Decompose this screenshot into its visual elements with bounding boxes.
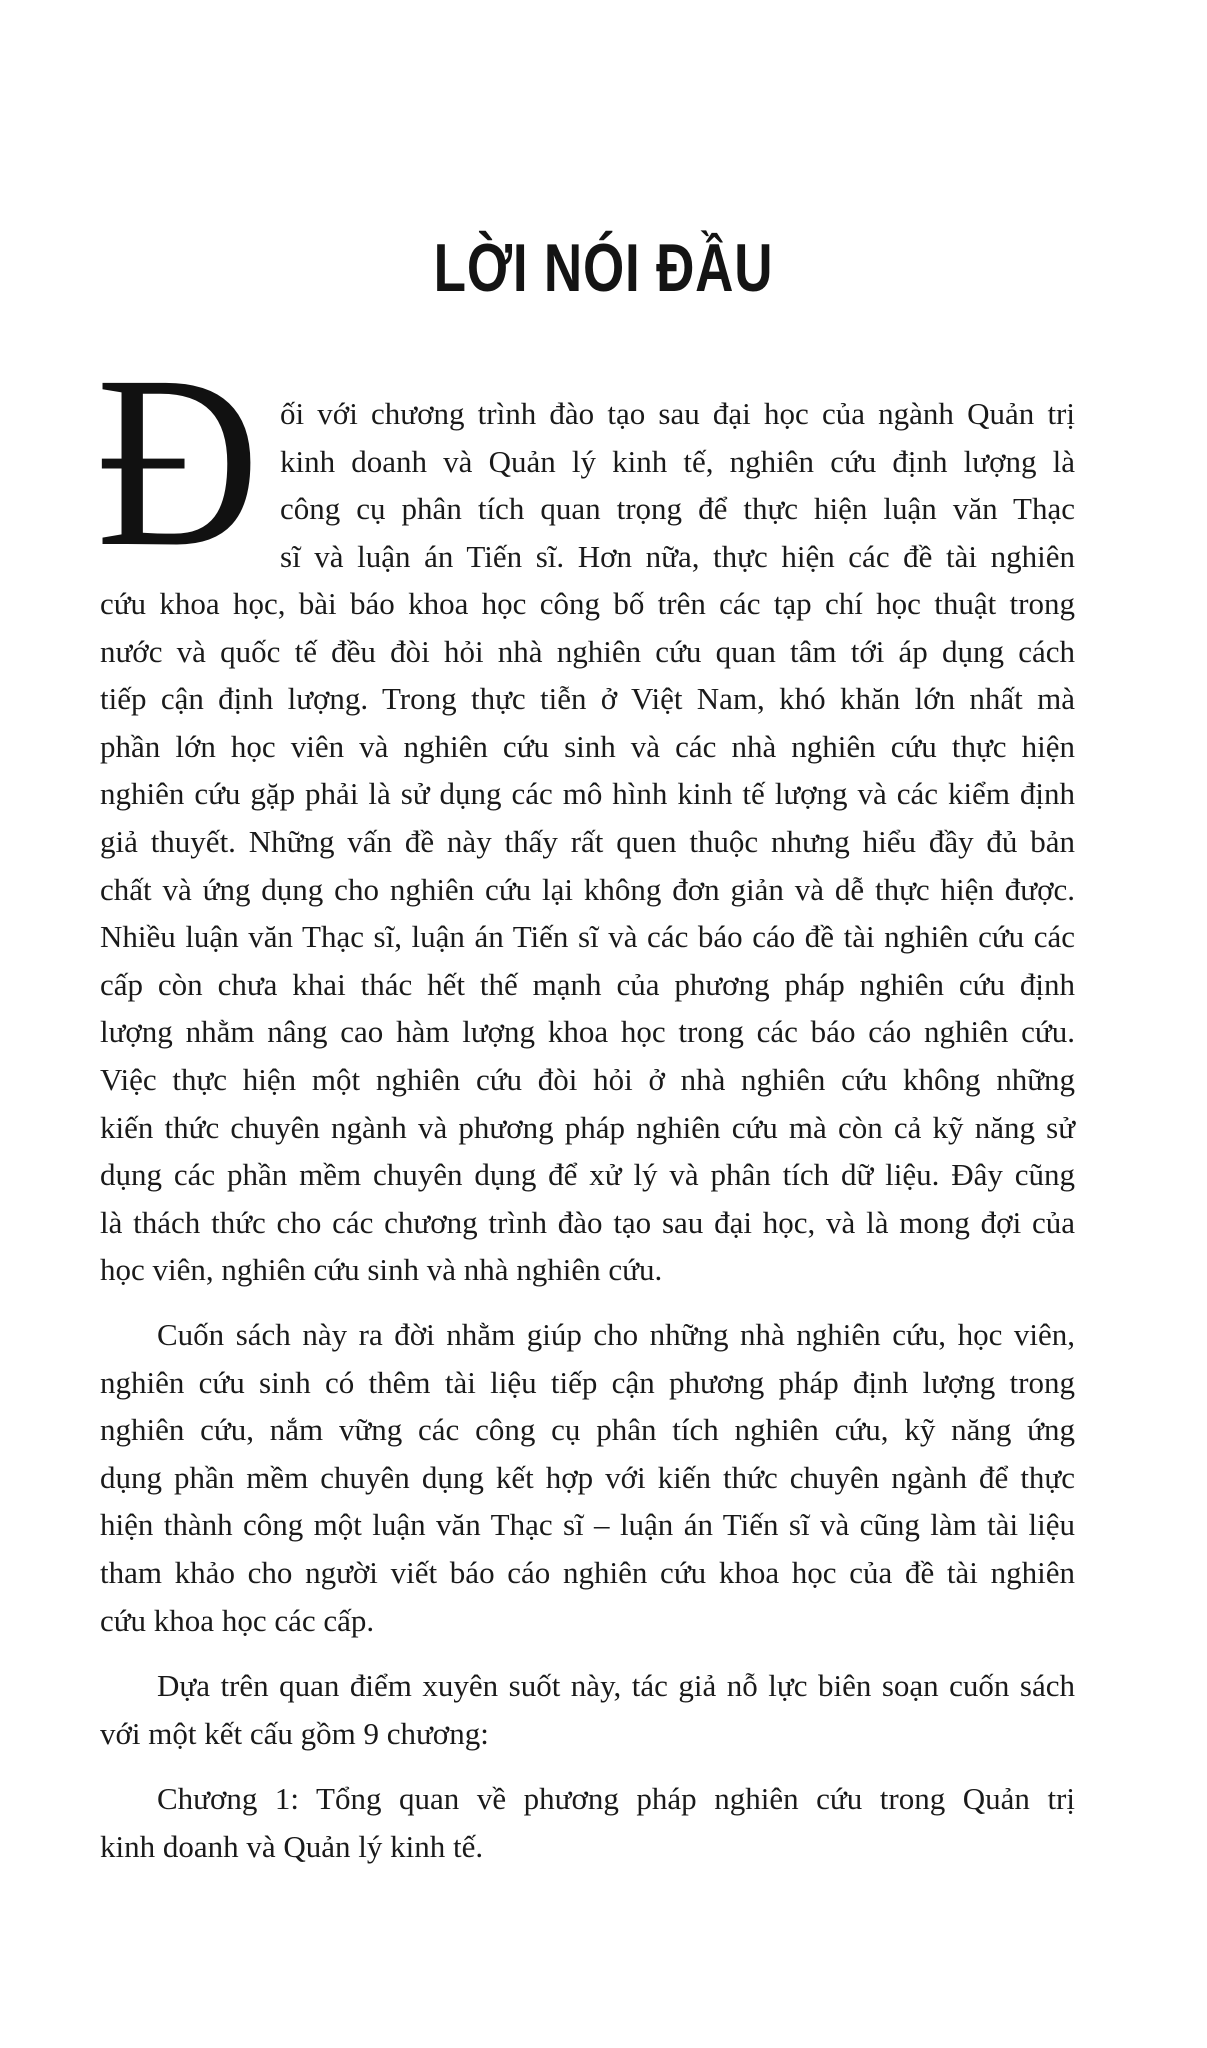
text-line: với một kết cấu gồm 9 chương: — [100, 1716, 489, 1751]
text-line: Dựa trên quan điểm xuyên suốt này, tác giả nỗ lực biên soạn cuốn sách — [157, 1668, 1075, 1703]
text-line: kinh doanh và Quản lý kinh tế. — [100, 1829, 484, 1864]
text-line: Chương 1: Tổng quan về phương pháp nghiên cứu trong Quản trị — [157, 1781, 1075, 1816]
text-line: phần lớn học viên và nghiên cứu sinh và các nhà nghiên cứu thực hiện — [100, 729, 1075, 764]
text-line: kiến thức chuyên ngành và phương pháp nghiên cứu mà còn cả kỹ năng sử — [100, 1110, 1075, 1145]
text-line: cứu khoa học các cấp. — [100, 1603, 375, 1638]
text-line: chất và ứng dụng cho nghiên cứu lại không đơn giản và dễ thực hiện được. — [100, 872, 1075, 907]
text-line: kinh doanh và Quản lý kinh tế, nghiên cứu định lượng là — [280, 444, 1075, 479]
text-line: nghiên cứu gặp phải là sử dụng các mô hình kinh tế lượng và các kiểm định — [100, 776, 1075, 811]
text-line: tham khảo cho người viết báo cáo nghiên cứu khoa học của đề tài nghiên — [100, 1555, 1075, 1590]
text-line: lượng nhằm nâng cao hàm lượng khoa học trong các báo cáo nghiên cứu. — [100, 1014, 1075, 1049]
text-line: nghiên cứu sinh có thêm tài liệu tiếp cận phương pháp định lượng trong — [100, 1365, 1075, 1400]
text-line: nghiên cứu, nắm vững các công cụ phân tích nghiên cứu, kỹ năng ứng — [100, 1412, 1075, 1447]
page-title: LỜI NÓI ĐẦU — [433, 230, 774, 306]
text-line: Cuốn sách này ra đời nhằm giúp cho những nhà nghiên cứu, học viên, — [157, 1317, 1075, 1352]
text-line: công cụ phân tích quan trọng để thực hiện luận văn Thạc — [280, 491, 1075, 526]
text-line: cấp còn chưa khai thác hết thế mạnh của phương pháp nghiên cứu định — [100, 967, 1075, 1002]
text-line: sĩ và luận án Tiến sĩ. Hơn nữa, thực hiện các đề tài nghiên — [280, 539, 1075, 574]
text-line: nước và quốc tế đều đòi hỏi nhà nghiên cứu quan tâm tới áp dụng cách — [100, 634, 1075, 669]
drop-cap: Đ — [96, 326, 260, 598]
text-line: Việc thực hiện một nghiên cứu đòi hỏi ở nhà nghiên cứu không những — [100, 1062, 1075, 1097]
text-line: Nhiều luận văn Thạc sĩ, luận án Tiến sĩ và các báo cáo đề tài nghiên cứu các — [100, 919, 1075, 954]
text-line: ối với chương trình đào tạo sau đại học của ngành Quản trị — [280, 396, 1075, 431]
text-line: là thách thức cho các chương trình đào tạo sau đại học, và là mong đợi của — [100, 1205, 1075, 1240]
text-line: cứu khoa học, bài báo khoa học công bố trên các tạp chí học thuật trong — [100, 586, 1075, 621]
text-line: giả thuyết. Những vấn đề này thấy rất quen thuộc nhưng hiểu đầy đủ bản — [100, 824, 1075, 859]
text-line: tiếp cận định lượng. Trong thực tiễn ở Việt Nam, khó khăn lớn nhất mà — [100, 681, 1075, 716]
text-line: hiện thành công một luận văn Thạc sĩ – luận án Tiến sĩ và cũng làm tài liệu — [100, 1507, 1075, 1542]
text-line: dụng phần mềm chuyên dụng kết hợp với kiến thức chuyên ngành để thực — [100, 1460, 1075, 1495]
text-line: học viên, nghiên cứu sinh và nhà nghiên cứu. — [100, 1252, 663, 1287]
text-line: dụng các phần mềm chuyên dụng để xử lý và phân tích dữ liệu. Đây cũng — [100, 1157, 1075, 1192]
